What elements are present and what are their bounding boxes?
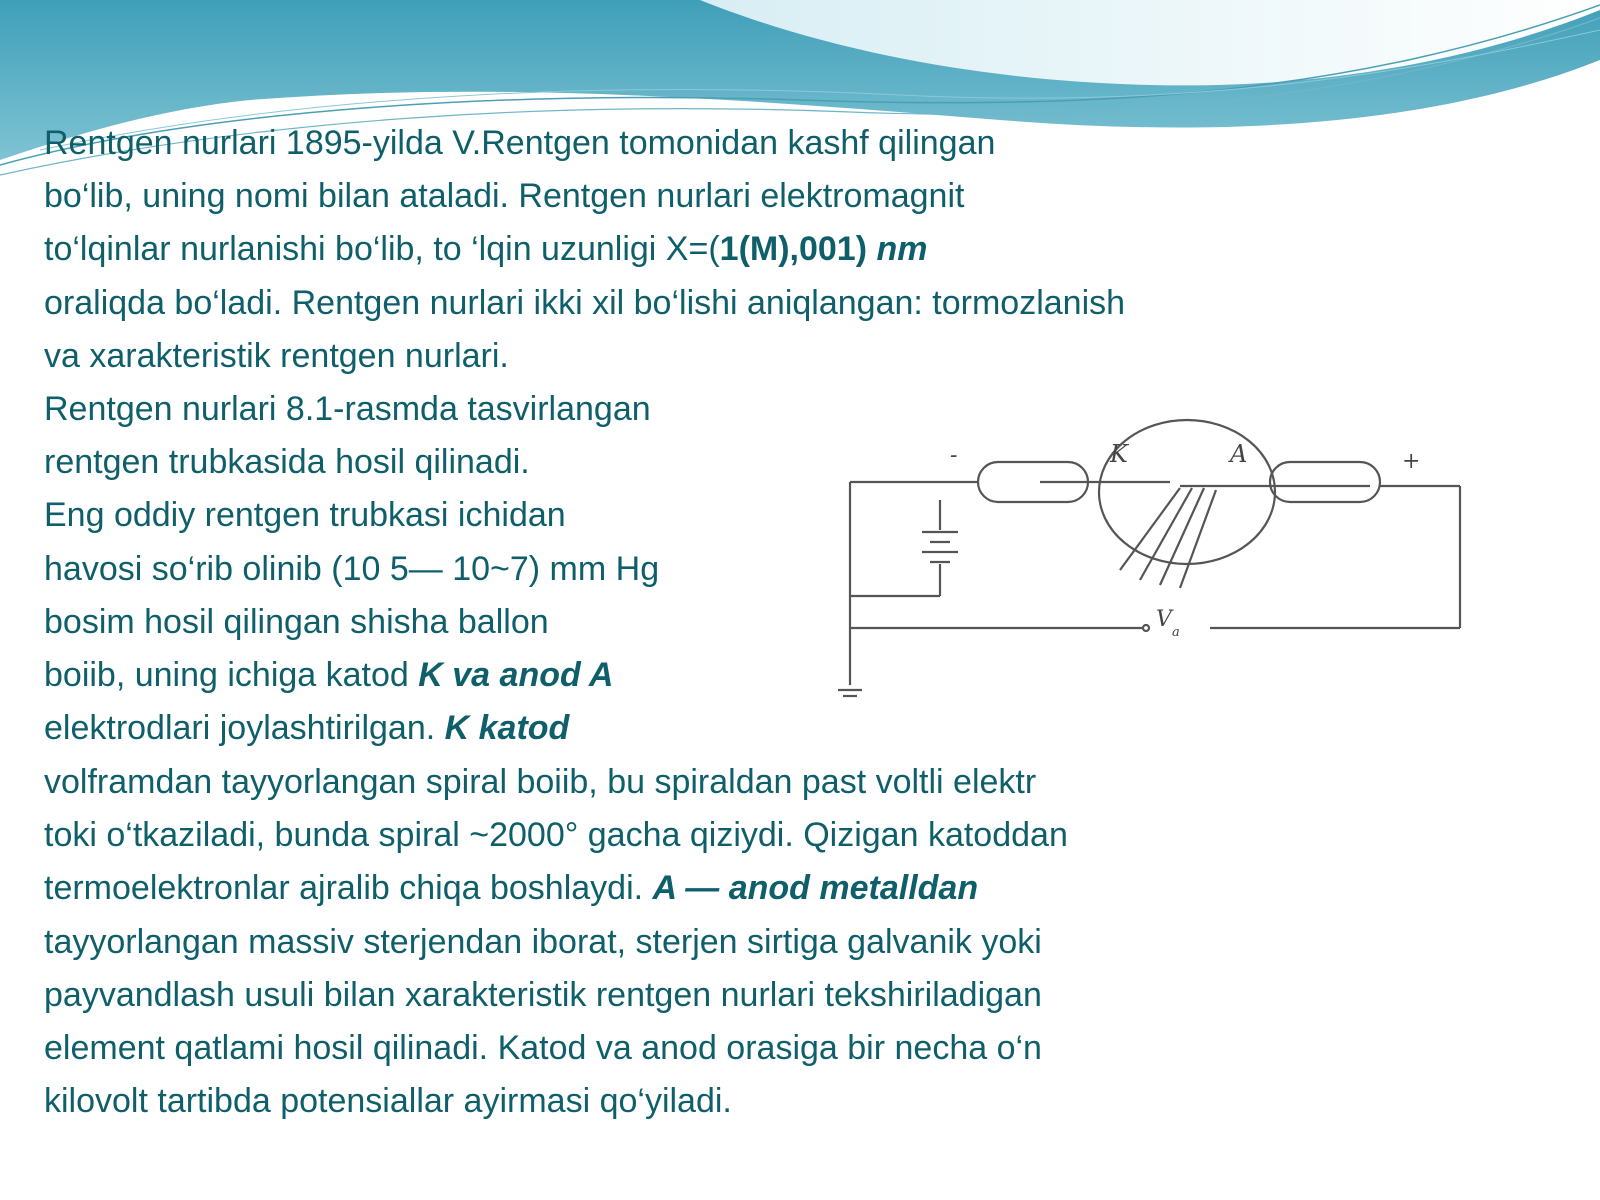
- voltage-subscript: a: [1172, 625, 1180, 640]
- text-line: bosim hosil qilingan shisha ballon: [44, 602, 549, 641]
- text-line: tayyorlangan massiv sterjendan iborat, sterjen sirtiga galvanik yoki: [44, 922, 1042, 961]
- text-line: volframdan tayyorlangan spiral boiib, bu spiraldan past voltli elektr: [44, 763, 1037, 801]
- text-span: termoelektronlar ajralib chiqa boshlaydi.: [44, 869, 653, 908]
- voltage-terminal: [1143, 625, 1149, 631]
- voltage-label: V: [1156, 607, 1172, 632]
- anode-arm: [1270, 462, 1380, 502]
- wavelength-unit: nm: [876, 230, 928, 269]
- text-line: toki o‘tkaziladi, bunda spiral ~2000° gacha qiziydi. Qizigan katoddan: [44, 816, 1068, 855]
- wavelength-value: 1(M),001): [719, 230, 868, 269]
- text-line: Eng oddiy rentgen trubkasi ichidan: [44, 496, 566, 535]
- minus-sign: -: [950, 443, 958, 468]
- text-span: to‘lqinlar nurlanishi bo‘lib, to ‘lqin uzunligi X=(: [44, 230, 720, 269]
- text-line: va xarakteristik rentgen nurlari.: [44, 336, 509, 375]
- text-line-anode: [44, 862, 1068, 915]
- text-line: bo‘lib, uning nomi bilan ataladi. Rentgen nurlari elektromagnit: [44, 177, 965, 216]
- anode-label: A: [1230, 440, 1248, 468]
- text-line: Rentgen nurlari 8.1-rasmda tasvirlangan: [44, 389, 651, 428]
- xray-beam: [1160, 488, 1204, 585]
- text-line: kilovolt tartibda potensiallar ayirmasi qo‘yiladi.: [44, 1082, 732, 1121]
- xray-tube-diagram: [830, 400, 1510, 720]
- text-line: rentgen trubkasida hosil qilinadi.: [44, 443, 530, 482]
- cathode-label: K: [1110, 440, 1128, 468]
- plus-sign: +: [1402, 449, 1421, 474]
- paragraph-bottom: [44, 756, 1068, 1128]
- emphasis-text: K va anod A: [418, 655, 614, 694]
- emphasis-text: A — anod metalldan: [652, 869, 979, 908]
- emphasis-text: K katod: [444, 709, 570, 748]
- text-span: elektrodlari joylashtirilgan.: [44, 709, 445, 748]
- text-line: element qatlami hosil qilinadi. Katod va anod orasiga bir necha o‘n: [44, 1028, 1042, 1067]
- text-line: oraliqda bo‘ladi. Rentgen nurlari ikki xil bo‘lishi aniqlangan: tormozlanish: [44, 283, 1126, 322]
- xray-beam: [1180, 490, 1216, 588]
- text-line: havosi so‘rib olinib (10 5— 10~7) mm Hg: [44, 549, 660, 588]
- text-line: Rentgen nurlari 1895-yilda V.Rentgen tomonidan kashf qilingan: [44, 124, 996, 162]
- text-span: boiib, uning ichiga katod: [44, 655, 419, 694]
- text-line: payvandlash usuli bilan xarakteristik rentgen nurlari tekshiriladigan: [44, 975, 1042, 1014]
- text-line-wavelength: [44, 223, 1125, 276]
